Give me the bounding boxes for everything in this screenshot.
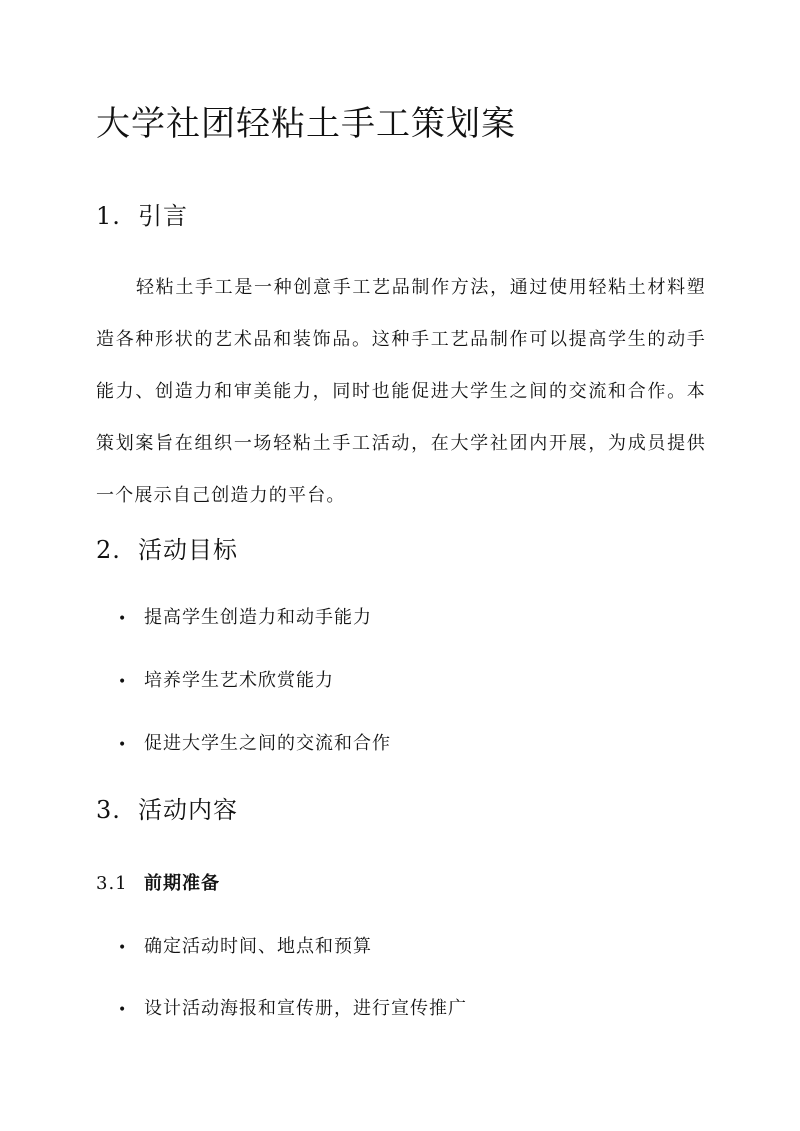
section-title: 引言 [138,202,188,230]
list-item-text: 设计活动海报和宣传册，进行宣传推广 [144,998,467,1019]
subsection-title: 前期准备 [144,873,220,894]
subsection-number: 3.1 [96,873,128,894]
list-item [118,666,334,692]
list-item-text: 促进大学生之间的交流和合作 [144,733,391,754]
bullet-icon: • [118,737,128,753]
bullet-icon: • [118,674,128,690]
list-item-text: 培养学生艺术欣赏能力 [144,670,334,691]
list-item [118,729,391,755]
section-heading-goals [96,530,238,565]
bullet-icon: • [118,940,128,956]
section-heading-content [96,790,238,825]
bullet-icon: • [118,611,128,627]
subsection-heading-preparation [96,869,220,895]
section-title: 活动目标 [138,536,238,564]
bullet-icon: • [118,1002,128,1018]
section-number: 2. [96,536,121,564]
section-number: 3. [96,796,121,824]
list-item [118,994,467,1020]
document-title: 大学社团轻粘土手工策划案 [96,104,516,144]
list-item [118,932,372,958]
list-item [118,603,372,629]
list-item-text: 确定活动时间、地点和预算 [144,936,372,957]
intro-paragraph: 轻粘土手工是一种创意手工艺品制作方法，通过使用轻粘土材料塑造各种形状的艺术品和装饰品。这种手工艺品制作可以提高学生的动手能力、创造力和审美能力，同时也能促进大学生之间的交流和合作。本策划案旨在组织一场轻粘土手工活动，在大学社团内开展，为成员提供一个展示自己创造力的平台。 [96,277,706,506]
section-heading-intro [96,196,188,231]
section-title: 活动内容 [138,796,238,824]
list-item-text: 提高学生创造力和动手能力 [144,607,372,628]
section-number: 1. [96,202,121,230]
